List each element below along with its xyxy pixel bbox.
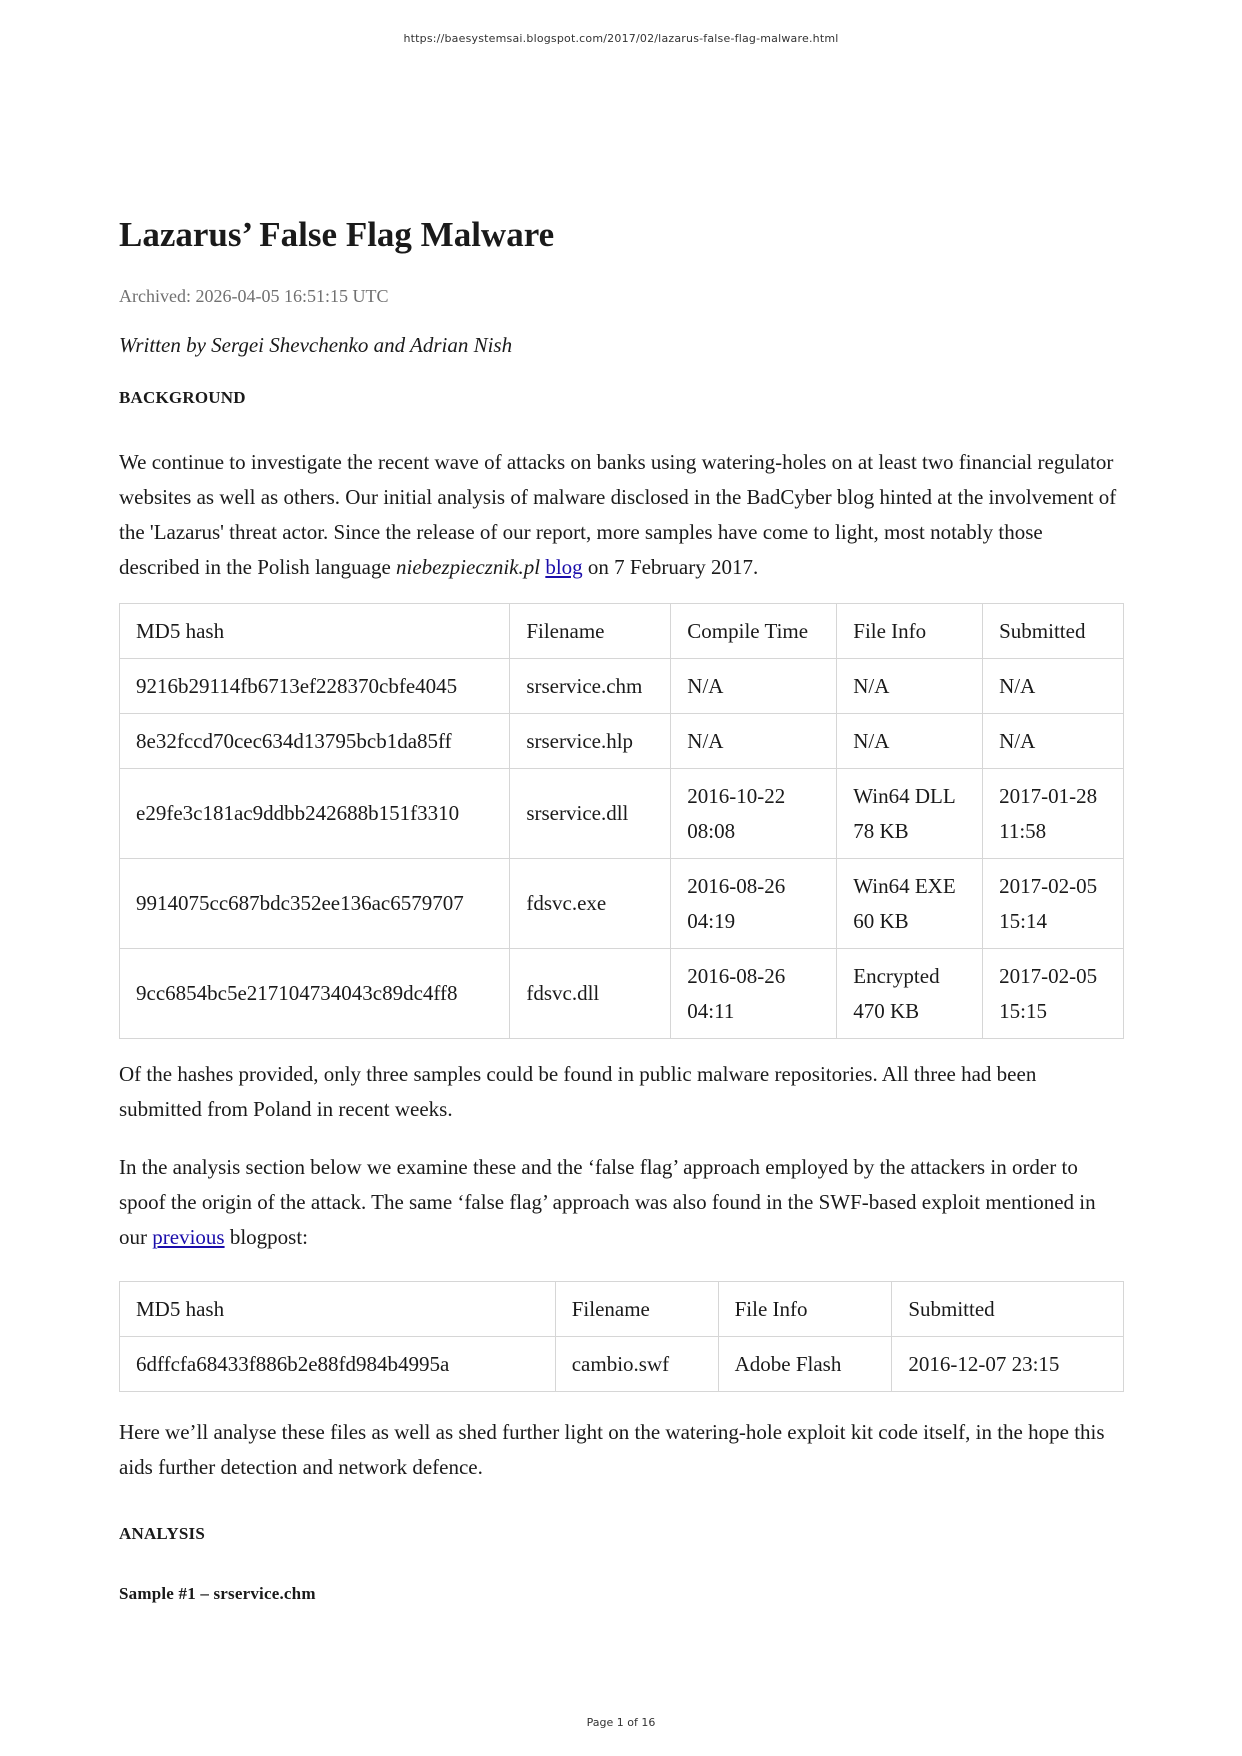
submitted-time: 15:14	[999, 908, 1047, 933]
intro-source-name: niebezpiecznik.pl	[396, 555, 541, 579]
hashes-paragraph: Of the hashes provided, only three samples could be found in public malware repositories. All three had been submitted from Poland in recent weeks.	[119, 1062, 1037, 1121]
file-type: Win64 EXE	[853, 873, 956, 898]
md5-cell: 9cc6854bc5e217104734043c89dc4ff8	[120, 949, 510, 1039]
md5-cell: 6dffcfa68433f886b2e88fd984b4995a	[120, 1337, 556, 1392]
article-byline: Written by Sergei Shevchenko and Adrian Nish	[119, 333, 513, 357]
previous-link[interactable]: previous	[152, 1225, 225, 1249]
submitted-cell	[983, 859, 1124, 949]
filename-cell: srservice.hlp	[510, 714, 671, 769]
article-body	[119, 206, 1124, 1605]
submitted-cell: N/A	[983, 659, 1124, 714]
file-size: 60 KB	[853, 908, 909, 933]
compile-time-cell: N/A	[671, 659, 837, 714]
intro-text-after: on 7 February 2017.	[582, 555, 759, 579]
intro-text-before: We continue to investigate the recent wave of attacks on banks using watering-holes on at least two financial regulator websites as well as others. Our initial analysis of malware disclosed in the BadCyber blog hinted at the involvement of the 'Lazarus' threat actor. Since the release of our report, more samples have come to light, most notably those described in the Polish language	[119, 450, 1117, 579]
column-header: Filename	[510, 604, 671, 659]
compile-time: 04:19	[687, 908, 736, 933]
submitted-cell	[983, 949, 1124, 1039]
md5-cell: 9216b29114fb6713ef228370cbfe4045	[120, 659, 510, 714]
table-row	[120, 859, 1124, 949]
filename-cell: srservice.dll	[510, 769, 671, 859]
column-header: File Info	[837, 604, 983, 659]
analysis-intro-paragraph	[119, 1150, 1124, 1255]
blog-link[interactable]: blog	[545, 555, 583, 579]
filename-cell: cambio.swf	[555, 1337, 718, 1392]
column-header: Compile Time	[671, 604, 837, 659]
outro-paragraph: Here we’ll analyse these files as well as shed further light on the watering-hole exploit kit code itself, in the hope this aids further detection and network defence.	[119, 1420, 1105, 1479]
page-number: Page 1 of 16	[586, 1716, 656, 1729]
compile-time: 08:08	[687, 818, 736, 843]
column-header: MD5 hash	[120, 1282, 556, 1337]
table-row	[120, 1337, 1124, 1392]
submitted-time: 15:15	[999, 998, 1047, 1023]
page-url-header: https://baesystemsai.blogspot.com/2017/02/lazarus-false-flag-malware.html	[403, 32, 839, 45]
filename-cell: srservice.chm	[510, 659, 671, 714]
sample-heading: Sample #1 – srservice.chm	[119, 1584, 316, 1603]
submitted-date: 2017-02-05	[999, 873, 1098, 898]
intro-paragraph	[119, 445, 1124, 585]
archived-timestamp: Archived: 2026-04-05 16:51:15 UTC	[119, 286, 389, 306]
column-header: MD5 hash	[120, 604, 510, 659]
file-info-cell: Adobe Flash	[718, 1337, 892, 1392]
compile-date: 2016-08-26	[687, 873, 786, 898]
file-size: 470 KB	[853, 998, 920, 1023]
column-header: Submitted	[983, 604, 1124, 659]
compile-time-cell	[671, 769, 837, 859]
table-row	[120, 714, 1124, 769]
column-header: File Info	[718, 1282, 892, 1337]
compile-time-cell	[671, 859, 837, 949]
file-info-cell	[837, 949, 983, 1039]
file-type: Win64 DLL	[853, 783, 956, 808]
compile-time-cell	[671, 949, 837, 1039]
submitted-time: 11:58	[999, 818, 1047, 843]
compile-time-cell: N/A	[671, 714, 837, 769]
article-title: Lazarus’ False Flag Malware	[119, 215, 555, 254]
md5-cell: 9914075cc687bdc352ee136ac6579707	[120, 859, 510, 949]
table-header-row	[120, 604, 1124, 659]
md5-cell: e29fe3c181ac9ddbb242688b151f3310	[120, 769, 510, 859]
analysis-text-after: blogpost:	[224, 1225, 309, 1249]
table-row	[120, 659, 1124, 714]
analysis-text-before: In the analysis section below we examine these and the ‘false flag’ approach employed by the attackers in order to spoof the origin of the attack. The same ‘false flag’ approach was also found in the SWF-based exploit mentioned in our	[119, 1155, 1096, 1249]
file-info-cell: N/A	[837, 714, 983, 769]
compile-date: 2016-08-26	[687, 963, 786, 988]
file-info-cell: N/A	[837, 659, 983, 714]
submitted-cell: 2016-12-07 23:15	[892, 1337, 1124, 1392]
samples-table	[119, 603, 1124, 1039]
filename-cell: fdsvc.exe	[510, 859, 671, 949]
compile-time: 04:11	[687, 998, 735, 1023]
background-heading: BACKGROUND	[119, 388, 246, 407]
column-header: Submitted	[892, 1282, 1124, 1337]
md5-cell: 8e32fccd70cec634d13795bcb1da85ff	[120, 714, 510, 769]
swf-table	[119, 1281, 1124, 1392]
table-row	[120, 949, 1124, 1039]
table-header-row	[120, 1282, 1124, 1337]
filename-cell: fdsvc.dll	[510, 949, 671, 1039]
file-info-cell	[837, 769, 983, 859]
submitted-date: 2017-02-05	[999, 963, 1098, 988]
analysis-heading: ANALYSIS	[119, 1524, 206, 1543]
submitted-date: 2017-01-28	[999, 783, 1098, 808]
compile-date: 2016-10-22	[687, 783, 786, 808]
file-size: 78 KB	[853, 818, 909, 843]
submitted-cell: N/A	[983, 714, 1124, 769]
file-info-cell	[837, 859, 983, 949]
file-type: Encrypted	[853, 963, 940, 988]
table-row	[120, 769, 1124, 859]
submitted-cell	[983, 769, 1124, 859]
column-header: Filename	[555, 1282, 718, 1337]
